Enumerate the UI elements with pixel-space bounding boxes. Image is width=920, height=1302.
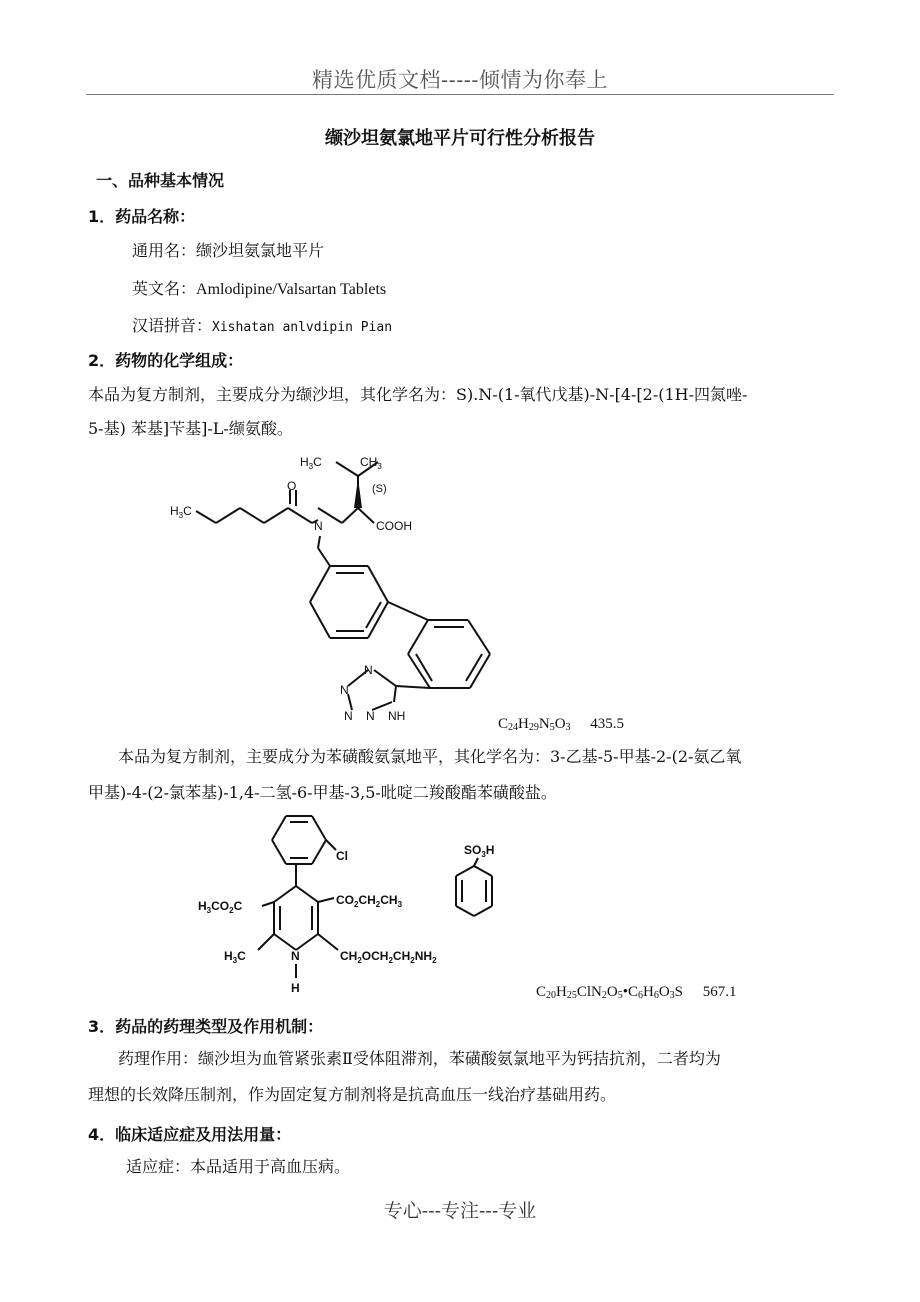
pharmacology-line-2: 理想的长效降压制剂，作为固定复方制剂将是抗高血压一线治疗基础用药。 <box>88 1085 617 1104</box>
amlodipine-name-line-1: 本品为复方制剂，主要成分为苯磺酸氨氯地平，其化学名为：3-乙基-5-甲基-2-(2-氨乙氧 <box>118 747 742 766</box>
header-divider <box>86 94 834 95</box>
valsartan-name-line-1: 本品为复方制剂，主要成分为缬沙坦，其化学名为：S).N-(1-氧代戊基)-N-[4-[2-(1H-四氮唑- <box>88 385 748 404</box>
svg-text:CO2CH2CH3: $CO_2CH_2CH_3$ <box>336 893 403 909</box>
indication-line: 适应症：本品适用于高血压病。 <box>126 1157 351 1176</box>
amlodipine-formula: $C_{20}H_{25}ClN_2O_5•C_6H_6O_3S$ <box>536 984 684 1001</box>
valsartan-formula-line <box>498 716 624 733</box>
svg-text:CH3: $CH_3$ <box>360 455 382 471</box>
pinyin-name: Xishatan anlvdipin Pian <box>212 320 393 335</box>
section-heading-basic-info: 一、品种基本情况 <box>96 171 225 190</box>
svg-text:N: N <box>340 683 349 697</box>
svg-text:N: N <box>366 709 375 723</box>
heading-drug-name: 1．药品名称： <box>88 207 196 226</box>
svg-text:(S): (S) <box>372 483 387 495</box>
document-title: 缬沙坦氨氯地平片可行性分析报告 <box>325 128 595 149</box>
amlodipine-weight: 567.1 <box>702 984 737 1000</box>
svg-text:H3C: $H_3C$ <box>170 504 192 520</box>
pinyin-label: 汉语拼音： <box>132 316 213 335</box>
amlodipine-formula-line <box>536 984 737 1001</box>
valsartan-weight: 435.5 <box>590 716 625 732</box>
svg-text:H3C: $H_3C$ <box>300 455 322 471</box>
svg-text:Cl: Cl <box>336 849 348 863</box>
svg-text:H: H <box>291 981 300 995</box>
amlodipine-besylate-structure-diagram <box>196 806 546 1000</box>
stereo-wedge <box>354 478 362 508</box>
heading-pharmacology: 3．药品的药理类型及作用机制： <box>88 1017 324 1036</box>
heading-indications: 4．临床适应症及用法用量： <box>88 1125 292 1144</box>
svg-text:COOH: COOH <box>376 519 412 533</box>
svg-text:N: N <box>364 663 373 677</box>
english-name-line <box>132 276 386 299</box>
page-footer: 专心---专注---专业 <box>383 1200 537 1222</box>
heading-chemical-composition: 2．药物的化学组成： <box>88 351 244 370</box>
pinyin-line <box>132 313 392 336</box>
english-name: Amlodipine/Valsartan Tablets <box>196 281 387 298</box>
pharmacology-line-1: 药理作用：缬沙坦为血管紧张素Ⅱ受体阻滞剂，苯磺酸氨氯地平为钙拮抗剂，二者均为 <box>118 1049 721 1068</box>
svg-text:O: O <box>287 479 297 493</box>
amlodipine-name-line-2: 甲基)-4-(2-氯苯基)-1,4-二氢-6-甲基-3,5-吡啶二羧酸酯苯磺酸盐。 <box>88 783 557 802</box>
valsartan-formula: $C_{24}H_{29}N_5O_3$ <box>498 716 571 733</box>
svg-text:N: N <box>314 519 323 533</box>
generic-name: 通用名：缬沙坦氨氯地平片 <box>132 241 325 260</box>
page-header: 精选优质文档-----倾情为你奉上 <box>312 68 608 92</box>
valsartan-structure-diagram <box>168 448 498 732</box>
english-name-label: 英文名： <box>132 279 197 298</box>
svg-text:H3C: $H_3C$ <box>224 949 246 965</box>
svg-text:SO3H: $SO_3H$ <box>464 843 495 859</box>
valsartan-name-line-2: 5-基) 苯基]苄基]-L-缬氨酸。 <box>88 419 293 438</box>
svg-text:H3CO2C: $H_3CO_2C$ <box>198 899 243 915</box>
svg-text:NH: NH <box>388 709 406 723</box>
svg-text:N: N <box>291 949 300 963</box>
svg-text:N: N <box>344 709 353 723</box>
svg-text:CH2OCH2CH2NH2: $CH_2OCH_2CH_2NH_2$ <box>340 949 437 965</box>
